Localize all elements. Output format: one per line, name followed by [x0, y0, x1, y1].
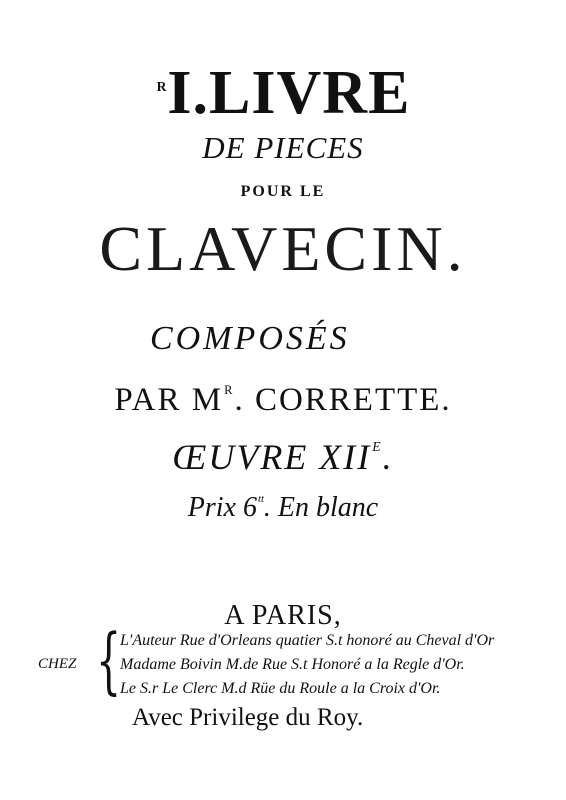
address-line: Le S.r Le Clerc M.d Rüe du Roule a la Croix d'Or.	[120, 680, 441, 697]
author-line	[0, 382, 566, 419]
compose-text: COMPOSÉS	[150, 320, 350, 357]
price-prefix: Prix 6	[187, 492, 257, 523]
author-prefix: PAR M	[114, 382, 224, 418]
address-line: Madame Boivin M.de Rue S.t Honoré a la Regle d'Or.	[120, 656, 465, 673]
price-superscript: tt	[258, 494, 264, 506]
price-line	[0, 492, 566, 524]
price-suffix: . En blanc	[263, 492, 379, 523]
imprint-city: A PARIS,	[224, 600, 342, 631]
title-superscript: R	[156, 79, 168, 95]
title-main: I.LIVRE	[167, 59, 411, 127]
opus-suffix: .	[382, 437, 394, 477]
instrument-title: CLAVECIN.	[99, 213, 467, 284]
opus-superscript: E	[372, 439, 383, 455]
pour-le-text: POUR LE	[240, 183, 326, 200]
book-title	[0, 58, 566, 129]
brace-glyph: {	[96, 618, 122, 702]
privilege-text: Avec Privilege du Roy.	[132, 704, 364, 731]
opus-line	[0, 436, 566, 478]
subtitle: DE PIECES	[202, 130, 364, 165]
opus-main: ŒUVRE XII	[172, 437, 372, 477]
author-superscript: R	[224, 382, 235, 397]
chez-label: CHEZ	[38, 656, 77, 672]
author-name: . CORRETTE.	[234, 382, 452, 418]
address-line: L'Auteur Rue d'Orleans quatier S.t honoré au Cheval d'Or	[120, 632, 495, 649]
